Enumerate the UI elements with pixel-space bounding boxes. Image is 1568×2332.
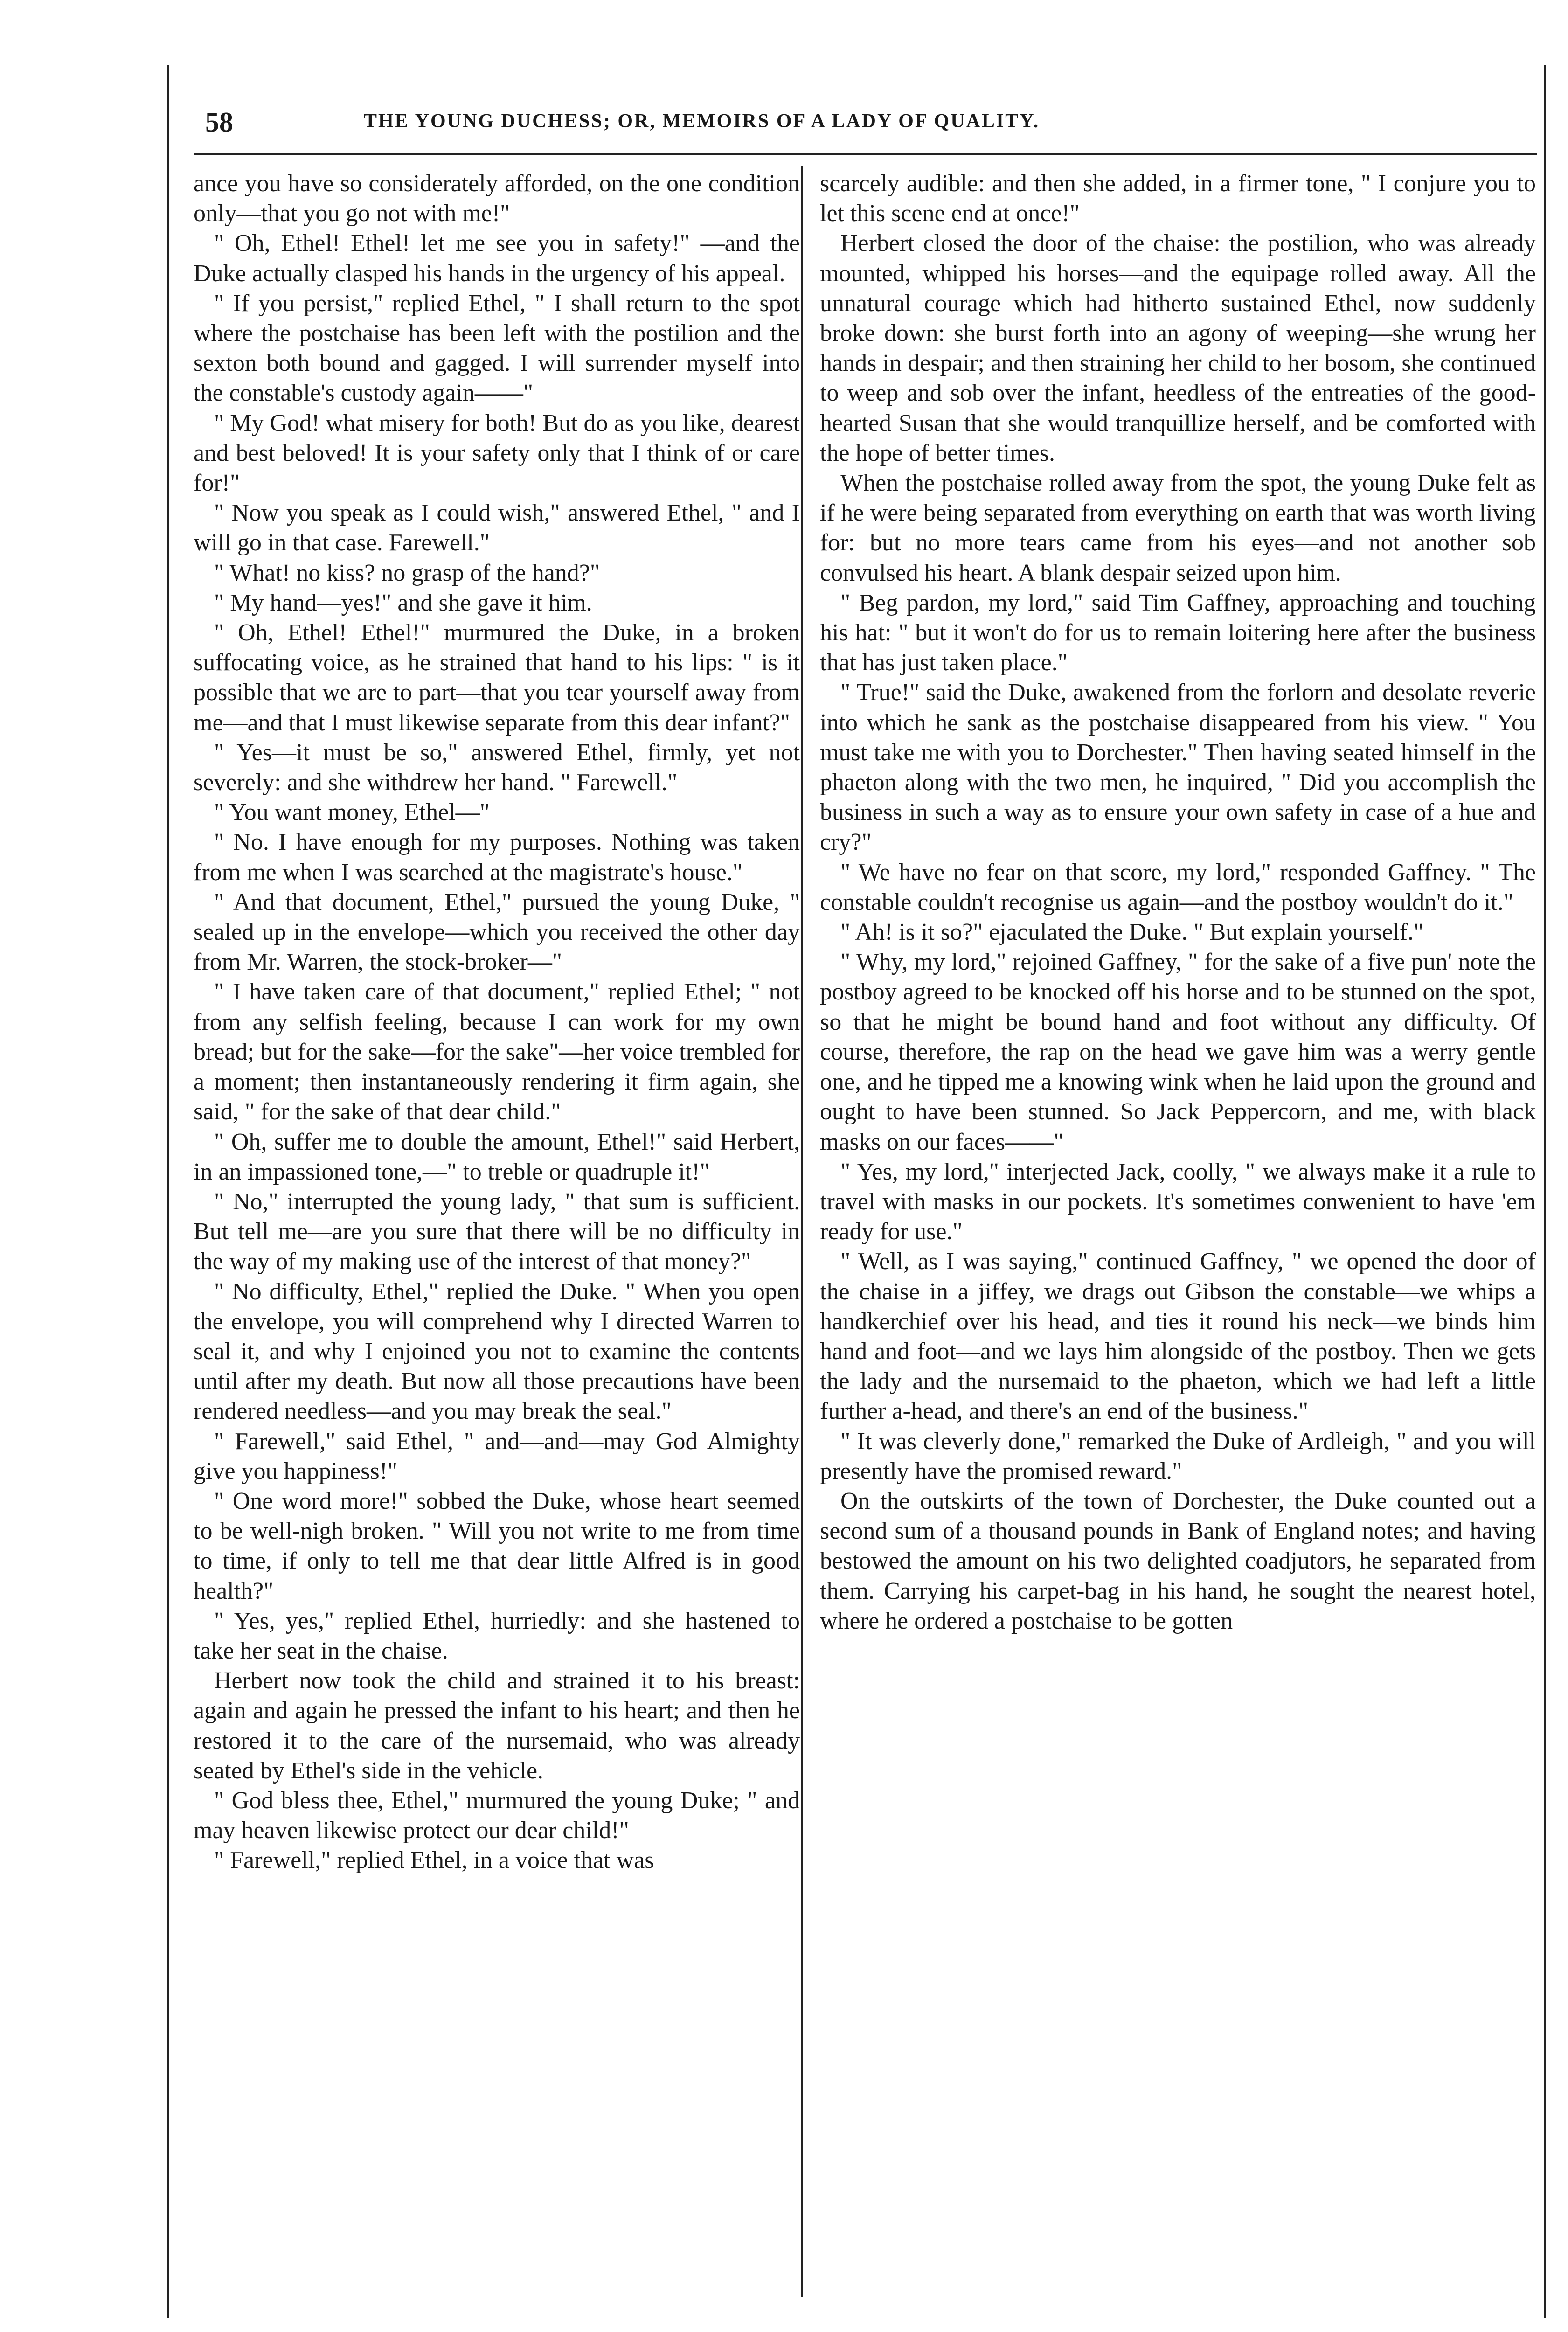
paragraph: " Why, my lord," rejoined Gaffney, " for the sake of a five pun' note the postboy agreed to be knocked off his horse and to be stunned on the spot, so that he might be bound hand and foot without any difficulty. Of course, therefore, the rap on the head we gave him was a werry gentle one, and he tipped me a knowing wink when he laid upon the ground and ought to have been stunned. So Jack Peppercorn, and me, with black masks on our faces——" (820, 949, 1536, 1155)
page-header (196, 104, 1530, 146)
header-rule (194, 153, 1537, 155)
paragraph: " Farewell," replied Ethel, in a voice that was (214, 1847, 654, 1874)
paragraph: " Farewell," said Ethel, " and—and—may God Almighty give you happiness!" (194, 1428, 800, 1485)
left-column (194, 169, 800, 2296)
paragraph: " True!" said the Duke, awakened from the forlorn and desolate reverie into which he sank as the postchaise disappeared from his view. " You must take me with you to Dorchester." Then having seated himself in the phaeton along with the two men, he inquired, " Did you accomplish the business in such a way as to ensure your own safety in case of a hue and cry?" (820, 679, 1536, 856)
right-column (820, 169, 1536, 2296)
paragraph: " Beg pardon, my lord," said Tim Gaffney, approaching and touching his hat: " but it won't do for us to remain loitering here after the business that has just taken place." (820, 589, 1536, 676)
paragraph: scarcely audible: and then she added, in a firmer tone, " I conjure you to let this scene end at once!" (820, 170, 1536, 227)
paragraph: " You want money, Ethel—" (214, 799, 490, 826)
paragraph: " Now you speak as I could wish," answered Ethel, " and I will go in that case. Farewell." (194, 500, 800, 556)
paragraph: " Well, as I was saying," continued Gaffney, " we opened the door of the chaise in a jiffey, we drags out Gibson the constable—we whips a handkerchief over his head, and ties it round his neck—we binds him hand and foot—and we lays him alongside of the postboy. Then we gets the lady and the nursemaid to the phaeton, which we had left a little further a-head, and there's an end of the business." (820, 1248, 1536, 1425)
page-border-right (1544, 65, 1546, 2318)
paragraph: " No difficulty, Ethel," replied the Duke. " When you open the envelope, you will comprehend why I directed Warren to seal it, and why I enjoined you not to examine the contents until after my death. But now all those precautions have been rendered needless—and you may break the seal." (194, 1278, 800, 1425)
paragraph: " We have no fear on that score, my lord," responded Gaffney. " The constable couldn't recognise us again—and the postboy wouldn't do it." (820, 859, 1536, 916)
paragraph: " If you persist," replied Ethel, " I shall return to the spot where the postchaise has been left with the postilion and the sexton both bound and gagged. I will surrender myself into the constable's custody again——" (194, 290, 800, 407)
paragraph: On the outskirts of the town of Dorchester, the Duke counted out a second sum of a thousand pounds in Bank of England notes; and having bestowed the amount on his two delighted coadjutors, he separated from them. Carrying his carpet-bag in his hand, he sought the nearest hotel, where he ordered a postchaise to be gotten (820, 1487, 1536, 1634)
paragraph: " What! no kiss? no grasp of the hand?" (214, 559, 600, 586)
paragraph: " Yes, my lord," interjected Jack, coolly, " we always make it a rule to travel with masks in our pockets. It's sometimes conwenient to have 'em ready for use." (820, 1158, 1536, 1245)
paragraph: " It was cleverly done," remarked the Duke of Ardleigh, " and you will presently have the promised reward." (820, 1428, 1536, 1485)
paragraph: " Oh, Ethel! Ethel!" murmured the Duke, in a broken suffocating voice, as he strained that hand to his lips: " is it possible that we are to part—that you tear yourself away from me—and that I must likewise separate from this dear infant?" (194, 619, 800, 736)
paragraph: " Yes, yes," replied Ethel, hurriedly: and she hastened to take her seat in the chaise. (194, 1607, 800, 1664)
paragraph: " Yes—it must be so," answered Ethel, firmly, yet not severely: and she withdrew her hand. " Farewell." (194, 739, 800, 796)
paragraph: " And that document, Ethel," pursued the young Duke, " sealed up in the envelope—which you received the other day from Mr. Warren, the stock-broker—" (194, 888, 800, 976)
paragraph: " One word more!" sobbed the Duke, whose heart seemed to be well-nigh broken. " Will you not write to me from time to time, if only to tell me that dear little Alfred is in good health?" (194, 1487, 800, 1604)
running-title: THE YOUNG DUCHESS; OR, MEMOIRS OF A LADY OF QUALITY. (364, 111, 1040, 132)
page-border-left (167, 65, 169, 2318)
paragraph: " God bless thee, Ethel," murmured the young Duke; " and may heaven likewise protect our dear child!" (194, 1787, 800, 1844)
paragraph: " No. I have enough for my purposes. Nothing was taken from me when I was searched at the magistrate's house." (194, 829, 800, 886)
paragraph: " I have taken care of that document," replied Ethel; " not from any selfish feeling, because I can work for my own bread; but for the sake—for the sake"—her voice trembled for a moment; then instantaneously rendering it firm again, she said, " for the sake of that dear child." (194, 979, 800, 1125)
paragraph: When the postchaise rolled away from the spot, the young Duke felt as if he were being separated from everything on earth that was worth living for: but no more tears came from his eyes—and not another sob convulsed his heart. A blank despair seized upon him. (820, 470, 1536, 586)
page-number: 58 (205, 107, 233, 138)
paragraph: Herbert closed the door of the chaise: the postilion, who was already mounted, whipped his horses—and the equipage rolled away. All the unnatural courage which had hitherto sustained Ethel, now suddenly broke down: she burst forth into an agony of weeping—she wrung her hands in despair; and then straining her child to her bosom, she continued to weep and sob over the infant, heedless of the entreaties of the good-hearted Susan that she would tranquillize herself, and be comforted with the hope of better times. (820, 230, 1536, 466)
paragraph: " Oh, Ethel! Ethel! let me see you in safety!" —and the Duke actually clasped his hands in the urgency of his appeal. (194, 230, 800, 287)
paragraph: " No," interrupted the young lady, " that sum is sufficient. But tell me—are you sure that there will be no difficulty in the way of my making use of the interest of that money?" (194, 1188, 800, 1275)
paragraph: ance you have so considerately afforded, on the one condition only—that you go not with me!" (194, 170, 800, 227)
paragraph: Herbert now took the child and strained it to his breast: again and again he pressed the infant to his heart; and then he restored it to the care of the nursemaid, who was already seated by Ethel's side in the vehicle. (194, 1667, 800, 1784)
paragraph: " Ah! is it so?" ejaculated the Duke. " But explain yourself." (840, 919, 1424, 946)
column-divider (801, 166, 803, 2297)
paragraph: " My God! what misery for both! But do as you like, dearest and best beloved! It is your safety only that I think of or care for!" (194, 409, 800, 497)
paragraph: " My hand—yes!" and she gave it him. (214, 589, 592, 616)
paragraph: " Oh, suffer me to double the amount, Ethel!" said Herbert, in an impassioned tone,—" to treble or quadruple it!" (194, 1128, 800, 1185)
